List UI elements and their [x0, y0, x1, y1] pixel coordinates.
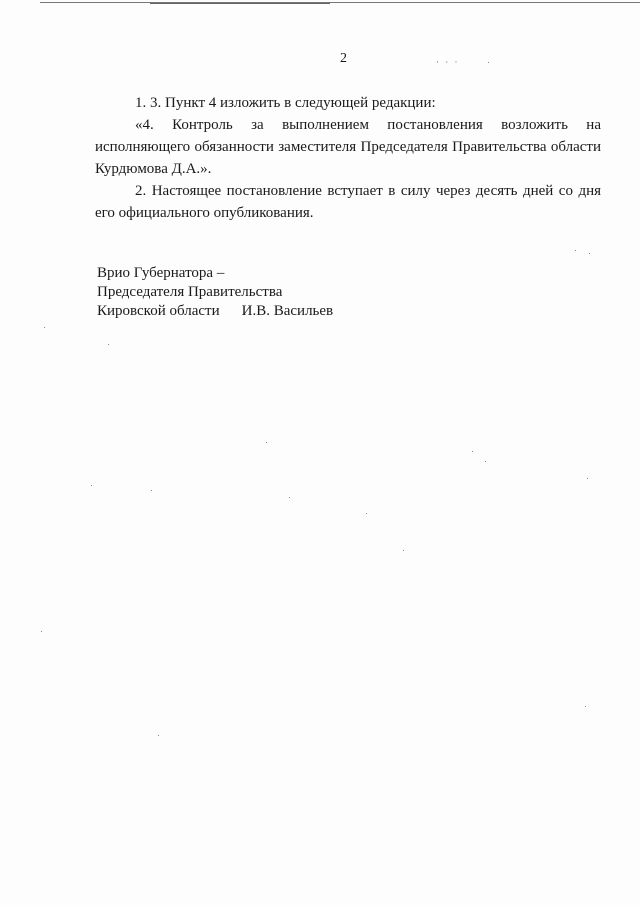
scan-speck	[575, 250, 576, 251]
scan-speck	[366, 513, 367, 514]
scan-speck	[403, 550, 404, 551]
scan-speck	[266, 442, 267, 443]
scan-speck	[151, 490, 152, 491]
signatory-name: И.В. Васильев	[241, 303, 334, 319]
scan-speck	[41, 631, 42, 632]
paragraph-effective-date: 2. Настоящее постановление вступает в силу через десять дней со дня его официального опубликования.	[95, 183, 601, 221]
scan-speck	[488, 62, 489, 63]
paragraph-item-4-text: «4. Контроль за выполнением постановления возложить на исполняющего обязанности заместителя Председателя Правительства области Курдюмова Д.А.».	[95, 117, 601, 177]
scan-speck	[485, 461, 486, 462]
scan-speck	[91, 485, 92, 486]
scan-speck	[585, 706, 586, 707]
scan-corner-mark: · · ·	[436, 57, 460, 67]
signature-title-line-1: Врио Губернатора –	[97, 265, 225, 281]
scan-speck	[158, 735, 159, 736]
signature-title-line-2: Председателя Правительства	[97, 284, 283, 300]
scan-edge-line	[40, 2, 640, 3]
scan-edge-line-dark	[150, 3, 330, 4]
scan-speck	[587, 478, 588, 479]
scan-speck	[472, 451, 473, 452]
signature-line-3	[97, 302, 333, 321]
signature-organization: Кировской области	[97, 303, 220, 319]
scan-speck	[108, 344, 109, 345]
paragraph-item-1-3: 1. 3. Пункт 4 изложить в следующей редакции:	[135, 95, 436, 111]
scan-speck	[44, 327, 45, 328]
page-number: 2	[340, 51, 347, 66]
scan-speck	[289, 497, 290, 498]
scan-speck	[589, 253, 590, 254]
signature-block	[97, 264, 333, 321]
